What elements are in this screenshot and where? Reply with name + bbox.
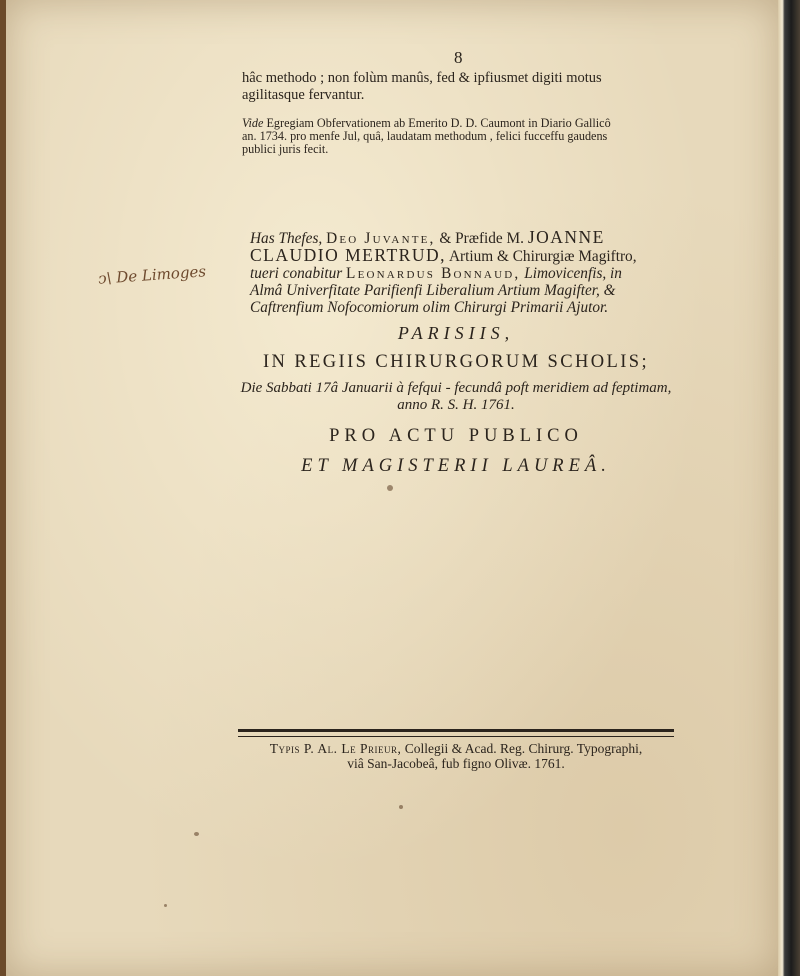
tueri: tueri conabitur [250,265,343,282]
colophon-line [232,741,680,756]
date-line-2: anno R. S. H. 1761. [397,397,515,413]
body-line: hâc methodo ; non folùm manûs, fed & ipfiusmet digiti motus [242,70,602,86]
footnote-line: an. 1734. pro menfe Jul, quâ, laudatam methodum , felici fucceffu gaudens [242,129,608,143]
printer-name: Typis P. Al. Le Prieur, [269,741,402,756]
theses-line [250,247,675,265]
theses-line [250,265,675,282]
body-text-continuation [242,70,672,104]
place-heading: PARISIIS, [397,323,515,343]
actu-heading: PRO ACTU PUBLICO [329,426,583,446]
theses-line: Caftrenfium Nofocomiorum olim Chirurgi Primarii Ajutor. [250,299,609,316]
praeside: & Præfide M. [435,230,524,247]
paper-speck [387,485,393,491]
paper-speck [164,904,167,907]
page-number: 8 [454,48,463,67]
handwritten-annotation: ↄ\ De Limoges [97,262,207,288]
colophon [232,741,680,771]
footnote-line: publici juris fecit. [242,142,329,156]
paper-speck [399,805,403,809]
praeses-name: JOANNE [527,227,605,247]
theses-line: Almâ Univerfitate Parifienfi Liberalium Artium Magifter, & [250,282,616,299]
artium-magistro: Artium & Chirurgiæ Magiftro, [449,248,637,265]
scholis-heading: IN REGIIS CHIRURGORUM SCHOLIS; [262,352,649,372]
printer-title: Collegii & Acad. Reg. Chirurg. Typographi, [401,741,643,756]
date-line-1: Die Sabbati 17â Januarii à fefqui - fecundâ poft meridiem ad feptimam, [240,380,672,396]
candidate-name: Leonardus Bonnaud, [346,265,521,282]
paper-speck [194,832,199,836]
has-theses: Has Thefes, [250,230,323,247]
footnote [242,117,672,156]
footnote-text: Egregiam Obfervationem ab Emerito D. D. Caumont in Diario Gallicô [263,116,611,130]
binding-fold [778,0,800,976]
deo-juvante: Deo Juvante, [326,230,436,247]
theses-dedication [250,229,675,316]
colophon-line: viâ San-Jacobeâ, fub figno Olivæ. 1761. [347,756,565,771]
date-line [236,380,676,414]
limovicensis: Limovicenfis, in [524,265,622,282]
praeses-surname: CLAUDIO MERTRUD, [250,245,447,265]
footnote-vide: Vide [242,116,264,130]
colophon-rule [238,729,674,737]
laureae-heading: ET MAGISTERII LAUREÂ. [301,456,611,476]
body-line: agilitasque fervantur. [242,87,365,103]
